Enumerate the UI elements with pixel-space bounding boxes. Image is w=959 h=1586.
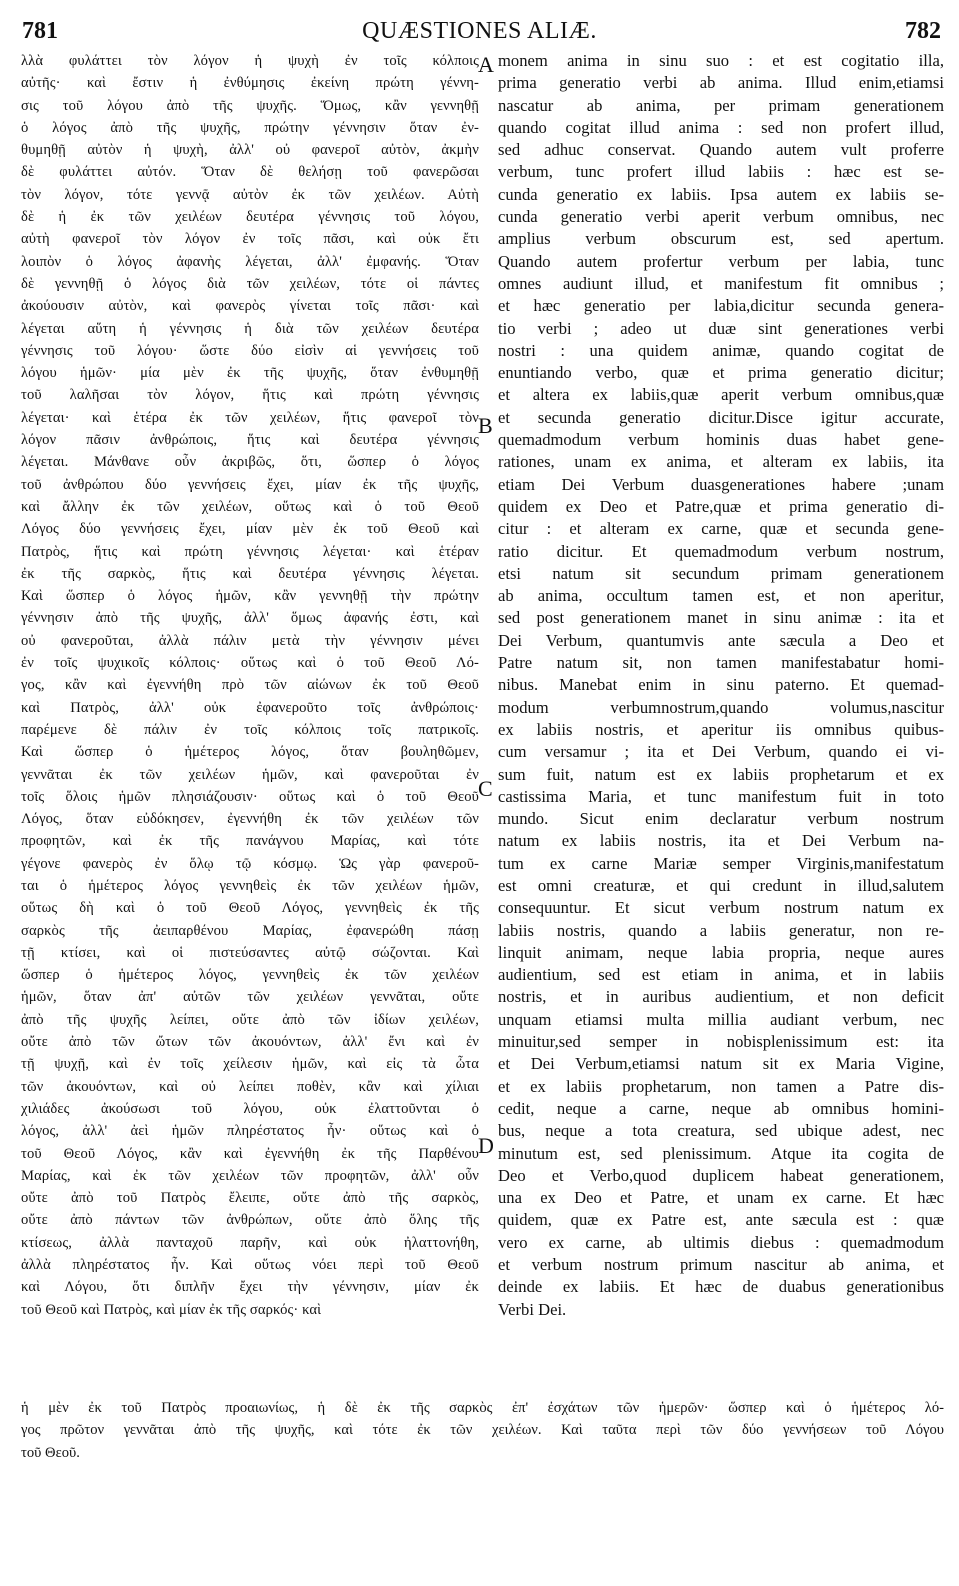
- greek-text-line: τῶν ἀκουόντων, καὶ οὐ λείπει ποθὲν, κἂν καὶ χίλιαι: [21, 1078, 479, 1095]
- greek-text-line: τῇ κτίσει, καὶ οἱ πιστεύσαντες αὐτῷ σώζονται. Καὶ: [21, 944, 479, 961]
- page-number-left: 781: [22, 18, 58, 44]
- margin-letter-c: C: [478, 776, 493, 801]
- greek-text-line: αὐτὴ φανεροῖ τὸν λόγον ἐν τοῖς πᾶσι, καὶ οὐκ ἔτι: [21, 231, 479, 248]
- greek-column: [21, 50, 479, 1390]
- latin-text-line: consequuntur. Et sicut verbum nostrum natum ex: [498, 898, 944, 918]
- latin-text-line: nascatur ab anima, per primam generationem: [498, 95, 944, 115]
- greek-text-line: σις τοῦ λόγου ἀπὸ τῆς ψυχῆς. Ὅμως, κἂν γεννηθῇ: [21, 97, 479, 114]
- greek-text-line: Λόγος, ὅταν εὐδόκησεν, ἐγεννήθη ἐκ τῶν χειλέων τῶν: [21, 811, 479, 828]
- latin-text-line: bus, neque a tota creatura, sed ubique adest, nec: [498, 1121, 944, 1141]
- greek-text-line: γος, κἂν καὶ ἐγεννήθη πρὸ τῶν αἰώνων ἐκ τοῦ Θεοῦ: [21, 677, 479, 694]
- greek-text-line: γέννησις τοῦ λόγου· ὥστε δύο εἰσὶν αἱ γεννήσεις τοῦ: [21, 342, 479, 359]
- greek-text-line: καὶ Πατρὸς, ἀλλ' οὐκ ἐφανεροῦτο τοῖς ἀνθρώποις·: [21, 699, 479, 716]
- latin-text-line: tum ex carne Mariæ semper Virginis,manifestatum: [498, 853, 944, 873]
- margin-letter-d: D: [478, 1133, 494, 1158]
- greek-text-line: λοιπὸν ὁ λόγος ἀφανὴς λέγεται, ἀλλ' ἐμφανής. Ὅταν: [21, 253, 479, 270]
- greek-text-line: καὶ ἄλλην ἐκ τῶν χειλέων, οὕτως καὶ ὁ τοῦ Θεοῦ: [21, 498, 479, 515]
- greek-text-line: γέννησιν ἀπὸ τῆς ψυχῆς, ἀλλ' ὅμως ἀφανής ἐστι, καὶ: [21, 610, 479, 627]
- footer-text-line: τοῦ Θεοῦ.: [21, 1444, 80, 1461]
- page-number-right: 782: [905, 18, 941, 44]
- latin-text-line: unquam etiamsi multa millia audiant verbum, nec: [498, 1009, 944, 1029]
- latin-text-line: quidem ex Deo et Patre,quæ et prima generatio di-: [498, 496, 944, 516]
- latin-text-line: ab anima, occultum tamen est, et non aperitur,: [498, 586, 944, 606]
- greek-text-line: λόγον πᾶσιν ἀνθρώποις, ἥτις καὶ δευτέρα γέννησις: [21, 432, 479, 449]
- greek-text-line: λλὰ φυλάττει τὸν λόγον ἡ ψυχὴ ἐν τοῖς κόλποις: [21, 53, 479, 69]
- latin-text-line: nostris, et in auribus audientium, et non deficit: [498, 987, 944, 1007]
- greek-text-line: τοῦ λαλῆσαι τὸν λόγον, ἥτις καὶ πρώτη γέννησις: [21, 387, 479, 404]
- greek-text-line: τοῦ Θεοῦ καὶ Πατρὸς, καὶ μίαν ἐκ τῆς σαρκός· καὶ: [21, 1301, 322, 1318]
- latin-text-line: prima generatio verbi ab anima. Illud enim,etiamsi: [498, 73, 944, 93]
- greek-text-line: αὐτῆς· καὶ ἔστιν ἡ ἐνθύμησις ἐκείνη πρώτη γέννη-: [21, 75, 479, 92]
- greek-text-line: οὔτε ἀπὸ τῶν ὤτων τῶν ἀκουόντων, ἀλλ' ἔνι καὶ ἐν: [21, 1034, 479, 1051]
- greek-text-line: οὕτως δὴ καὶ ὁ τοῦ Θεοῦ Λόγος, γεννηθεὶς ἐκ τῆς: [21, 900, 479, 917]
- latin-text-line: etsi natum sit secundum primam generationem: [498, 563, 944, 583]
- greek-text-line: παρέμενε δὲ πάλιν ἐν τοῖς κόλποις τοῖς πατρικοῖς.: [21, 721, 479, 738]
- greek-text-line: ἐκ τῆς σαρκὸς, ἥτις καὶ δευτέρα γέννησις λέγεται.: [21, 565, 479, 582]
- latin-text-line: nibus. Manebat enim in sinu paterno. Et quemad-: [498, 675, 944, 695]
- latin-text-line: modum verbumnostrum,quando volumus,nascitur: [498, 697, 944, 717]
- latin-text-line: cum versamur ; ita et Dei Verbum, quando ei vi-: [498, 742, 944, 762]
- greek-text-line: λέγεται αὕτη ἡ γέννησις ἡ διὰ τῶν χειλέων δευτέρα: [21, 320, 479, 337]
- latin-text-line: tio verbi ; adeo ut duæ sint generationes verbi: [498, 318, 944, 338]
- greek-text-line: Καὶ ὥσπερ ὁ λόγος ἡμῶν, κἂν γεννηθῇ τὴν πρώτην: [21, 588, 479, 605]
- greek-text-line: οὐ φανεροῦται, ἀλλὰ πάλιν μετὰ τὴν γέννησιν μένει: [21, 632, 479, 649]
- greek-text-line: τοῦ ἀνθρώπου δύο γεννήσεις ἔχει, μίαν ἐκ τῆς ψυχῆς,: [21, 476, 479, 493]
- page-header: [0, 14, 959, 46]
- latin-text-line: deinde ex labiis. Et hæc de duabus generationibus: [498, 1277, 944, 1297]
- latin-text-line: labiis nostris, quando a labiis generatur, non re-: [498, 920, 944, 940]
- latin-text-line: ex labiis nostris, et aperitur iis omnibus quibus-: [498, 719, 944, 739]
- greek-text-line: λέγεται· καὶ ἑτέρα ἐκ τῶν χειλέων, ἥτις φανεροῖ τὸν: [21, 409, 479, 426]
- greek-text-line: Μαρίας, καὶ ἐκ τῶν χειλέων τῶν προφητῶν, ἀλλ' οὖν: [21, 1167, 479, 1184]
- latin-text-line: amplius verbum obscurum est, sed apertum.: [498, 229, 944, 249]
- greek-text-line: δὲ ἡ ἐκ τῶν χειλέων δευτέρα γέννησις τοῦ λόγου,: [21, 209, 479, 226]
- latin-text-line: quando cogitat illud anima : sed non profert illud,: [498, 117, 944, 137]
- latin-text-line: minutum est, sed plenissimum. Atque ita cogita de: [498, 1143, 944, 1163]
- latin-text-line: quemadmodum verbum hominis duas habet gene-: [498, 430, 944, 450]
- greek-text-line: ἀπὸ τῆς ψυχῆς λείπει, οὔτε ἀπὸ τῶν ἰδίων χειλέων,: [21, 1011, 479, 1028]
- latin-text-line: et ex labiis prophetarum, non tamen a Patre dis-: [498, 1076, 944, 1096]
- latin-text-line: est omni creaturæ, et qui credunt in illud,salutem: [498, 875, 944, 895]
- latin-text-line: cunda generatio ex labiis. Ipsa autem ex labiis se-: [498, 184, 944, 204]
- greek-text-line: οὔτε ἀπὸ τοῦ Πατρὸς ἔλειπε, οὔτε ἀπὸ τῆς σαρκὸς,: [21, 1190, 479, 1207]
- greek-text-line: ὥσπερ ὁ ἡμέτερος λόγος, γεννηθεὶς ἐκ τῶν χειλέων: [21, 967, 479, 984]
- latin-text-line: Dei Verbum, quantumvis ante sæcula a Deo et: [498, 630, 944, 650]
- greek-text-line: χιλιάδες ἀκούσωσι τοῦ λόγου, οὐκ ἐλαττοῦνται ὁ: [21, 1100, 479, 1117]
- latin-text-line: Quando autem profertur verbum per labia, tunc: [498, 251, 944, 271]
- latin-text-line: etiam Dei Verbum duasgenerationes habere ;unam: [498, 474, 944, 494]
- greek-text-line: προφητῶν, καὶ ἐκ τῆς πανάγνου Μαρίας, καὶ τότε: [21, 833, 479, 850]
- latin-text-line: cedit, neque a carne, neque ab omnibus homini-: [498, 1098, 944, 1118]
- latin-text-line: et secunda generatio dicitur.Disce igitur accurate,: [498, 407, 944, 427]
- latin-text-line: ratio dicitur. Et quemadmodum verbum nostrum,: [498, 541, 944, 561]
- latin-text-line: enuntiando verbo, quæ et prima generatio dicitur;: [498, 363, 944, 383]
- latin-text-line: linquit animam, neque labia propria, neque aures: [498, 942, 944, 962]
- latin-text-line: citur : et alteram ex carne, quæ et secunda gene-: [498, 519, 944, 539]
- greek-text-line: οὔτε ἀπὸ πάντων τῶν ἀνθρώπων, οὔτε ἀπὸ ὅλης τῆς: [21, 1212, 479, 1229]
- latin-text-line: audientium, sed est etiam in anima, et in labiis: [498, 965, 944, 985]
- latin-text-line: verbum, tunc profert illud labiis : hæc est se-: [498, 162, 944, 182]
- greek-text-line: τῇ ψυχῇ, καὶ ἐν τοῖς χείλεσιν ἡμῶν, καὶ εἰς τὰ ὦτα: [21, 1056, 479, 1073]
- latin-text-line: et verbum nostrum primum nascitur ab anima, et: [498, 1255, 944, 1275]
- greek-text-line: ἡμῶν, ὅταν ἀπ' αὐτῶν τῶν χειλέων γεννᾶται, οὔτε: [21, 989, 479, 1006]
- latin-text-line: et hæc generatio per labia,dicitur secunda genera-: [498, 296, 944, 316]
- latin-column: [498, 50, 944, 1390]
- greek-text-line: θυμηθῇ αὐτὸν ἡ ψυχὴ, ἀλλ' οὐ φανεροῖ αὐτὸν, ἀκμὴν: [21, 142, 479, 159]
- greek-text-line: δὲ φυλάττει αὐτόν. Ὅταν δὲ θελήσῃ τοῦ φανερῶσαι: [21, 164, 479, 181]
- latin-text-line: natum ex labiis nostris, ita et Dei Verbum na-: [498, 831, 944, 851]
- greek-text-line: λόγου ἡμῶν· μία μὲν ἐκ τῆς ψυχῆς, ὅταν ἐνθυμηθῇ: [21, 365, 479, 382]
- greek-text-line: τοῦ Θεοῦ Λόγος, κἂν καὶ ἐγεννήθη ἐκ τῆς Παρθένου: [21, 1145, 479, 1162]
- greek-text-line: κτίσεως, ἀλλὰ πανταχοῦ παρῆν, καὶ οὐκ ἠλαττονήθη,: [21, 1234, 479, 1251]
- greek-text-line: Καὶ ὥσπερ ὁ ἡμέτερος λόγος, ὅταν βουληθῶμεν,: [21, 744, 479, 761]
- latin-text-line: una ex Deo et Patre, et unam ex carne. Et hæc: [498, 1188, 944, 1208]
- margin-letter-b: B: [478, 413, 493, 438]
- greek-text-line: καὶ Λόγου, ὅτι διπλῆν ἔχει τὴν γέννησιν, μίαν ἐκ: [21, 1279, 479, 1296]
- greek-text-line: γεννᾶται ἐκ τῶν χειλέων ἡμῶν, καὶ φανεροῦται ἐν: [21, 766, 479, 783]
- footer-text-line: γος πρῶτον γεννᾶται ἀπὸ τῆς ψυχῆς, καὶ τότε ἐκ τῶν χειλέων. Καὶ ταῦτα περὶ τῶν δύο γεννήσεων τοῦ Λόγου: [21, 1422, 944, 1439]
- latin-text-line: sed post generationem manet in sinu animæ : ita et: [498, 608, 944, 628]
- latin-text-line: monem anima in sinu suo : et est cogitatio illa,: [498, 51, 944, 70]
- latin-text-line: Patre natum sit, non tamen manifestabatur homi-: [498, 653, 944, 673]
- latin-text-line: sum fuit, natum est ex labiis prophetarum et ex: [498, 764, 944, 784]
- greek-text-line: Λόγος δύο γεννήσεις ἔχει, μίαν μὲν ἐκ τοῦ Θεοῦ καὶ: [21, 521, 479, 538]
- running-title: QUÆSTIONES ALIÆ.: [362, 18, 597, 44]
- greek-text-line: τὸν λόγον, τότε γεννᾷ αὐτὸν ἐκ τῶν χειλέων. Αὐτὴ: [21, 186, 479, 203]
- greek-text-line: δὲ γεννηθῇ ὁ λόγος διὰ τῶν χειλέων, τότε οἱ πάντες: [21, 275, 479, 292]
- greek-text-line: ἀλλὰ πληρέστατος ἦν. Καὶ οὕτως νόει περὶ τοῦ Θεοῦ: [21, 1257, 479, 1274]
- greek-text-line: ἐν τοῖς ψυχικοῖς κόλποις· οὕτως καὶ ὁ τοῦ Θεοῦ Λό-: [21, 655, 479, 672]
- greek-text-line: ἀκούουσιν αὐτὸν, καὶ φανερὸς γίνεται τοῖς πᾶσι· καὶ: [21, 298, 479, 315]
- greek-continuation: [21, 1397, 944, 1464]
- latin-text-line: Verbi Dei.: [498, 1299, 567, 1319]
- latin-text-line: quidem, quæ ex Patre est, ante sæcula est : quæ: [498, 1210, 944, 1230]
- greek-text-line: σαρκὸς τῆς ἀειπαρθένου Μαρίας, ἐφανερώθη πάσῃ: [21, 922, 479, 939]
- latin-text-line: mundo. Sicut enim declaratur verbum nostrum: [498, 809, 944, 829]
- greek-text-line: λόγος, ἀλλ' ἀεὶ ἡμῶν πληρέστατος ἦν· οὕτως καὶ ὁ: [21, 1123, 479, 1140]
- footer-text-line: ἡ μὲν ἐκ τοῦ Πατρὸς προαιωνίως, ἡ δὲ ἐκ τῆς σαρκὸς ἐπ' ἐσχάτων τῶν ἡμερῶν· ὥσπερ καὶ ὁ ἡμέτερος λό-: [21, 1400, 944, 1416]
- greek-text-line: τοῖς ὅλοις ἡμῶν πλησιάζουσιν· οὕτως καὶ ὁ τοῦ Θεοῦ: [21, 788, 479, 805]
- greek-text-line: ται ὁ ἡμέτερος λόγος γεννηθεὶς ἐκ τῶν χειλέων ἡμῶν,: [21, 877, 479, 894]
- latin-text-line: vero ex carne, ab ultimis diebus : quemadmodum: [498, 1232, 944, 1252]
- latin-text-line: rationes, unam ex anima, et alteram ex labiis, ita: [498, 452, 944, 472]
- latin-text-line: et altera ex labiis,quæ aperit verbum omnibus,quæ: [498, 385, 944, 405]
- greek-text-line: λέγεται. Μάνθανε οὖν ἀκριβῶς, ὅτι, ὥσπερ ὁ λόγος: [21, 454, 479, 471]
- greek-text-line: γέγονε φανερὸς ἐν ὅλῳ τῷ κόσμῳ. Ὡς γὰρ φανεροῦ-: [21, 855, 479, 872]
- greek-text-line: ὁ λόγος ἀπὸ τῆς ψυχῆς, πρώτην γέννησιν ὅταν ἐν-: [21, 119, 479, 136]
- latin-text-line: castissima Maria, et tunc manifestum fuit in toto: [498, 786, 944, 806]
- latin-text-line: sed adhuc conservat. Quando autem vult proferre: [498, 140, 944, 160]
- latin-text-line: Deo et Verbo,quod duplicem habeat generationem,: [498, 1165, 944, 1185]
- latin-text-line: nostri : una quidem animæ, quando cogitat de: [498, 340, 944, 360]
- latin-text-line: minuitur,sed semper in nobisplenissimum est: ita: [498, 1032, 944, 1052]
- margin-letter-a: A: [478, 52, 494, 77]
- latin-text-line: et Dei Verbum,etiamsi natum sit ex Maria Vigine,: [498, 1054, 944, 1074]
- greek-text-line: Πατρὸς, ἥτις καὶ πρώτη γέννησις λέγεται· καὶ ἑτέραν: [21, 543, 479, 560]
- latin-text-line: omnes audiunt illud, et manifestum fit omnibus ;: [498, 273, 944, 293]
- latin-text-line: cunda generatio verbi aperit verbum omnibus, nec: [498, 207, 944, 227]
